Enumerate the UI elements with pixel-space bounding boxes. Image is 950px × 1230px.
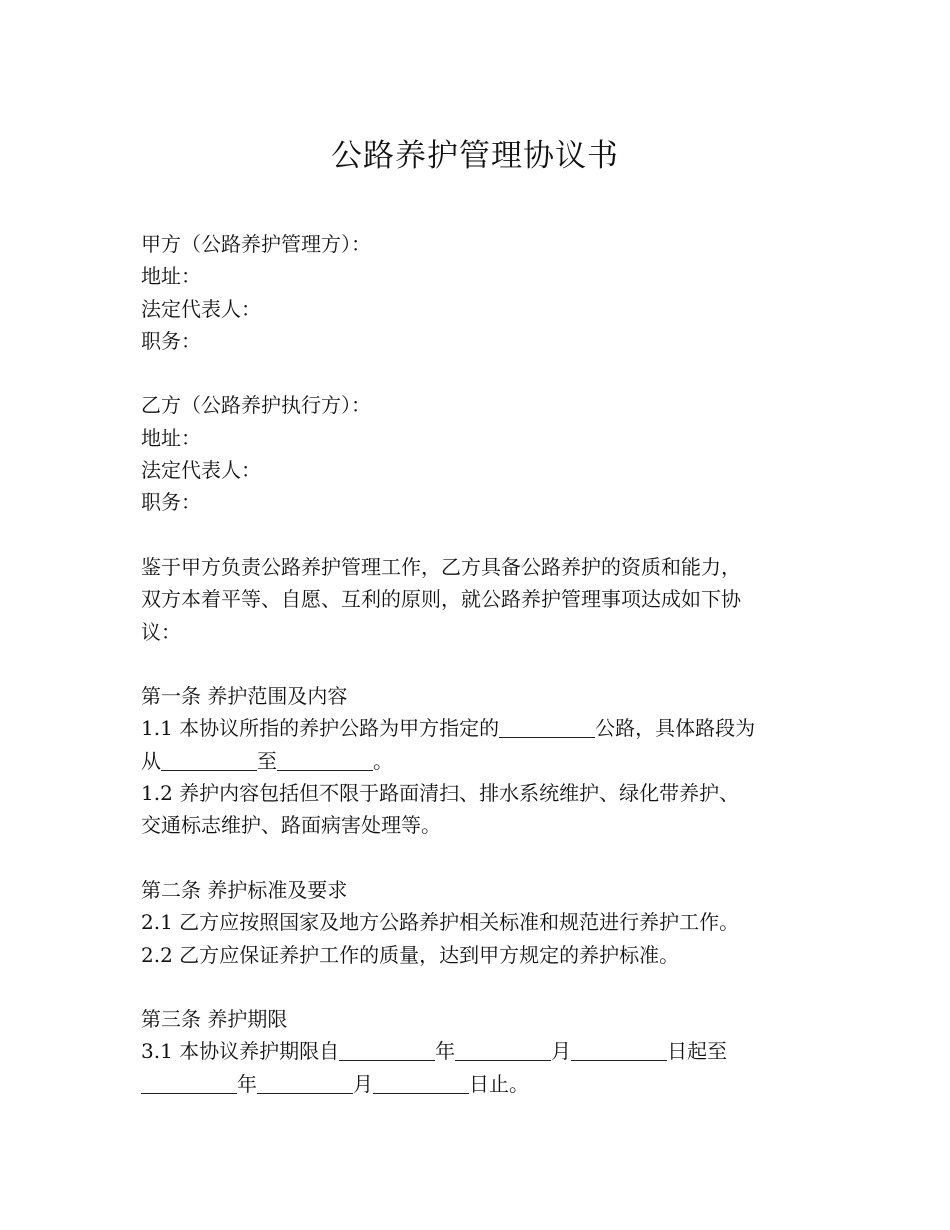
day-end-label: 日止。 [469, 1071, 529, 1096]
party-a-address: 地址： [141, 264, 201, 289]
clause-1-1-prefix: 1.1 本协议所指的养护公路为甲方指定的 [141, 716, 500, 741]
clause-1-2-line-1: 1.2 养护内容包括但不限于路面清扫、排水系统维护、绿化带养护、 [141, 781, 740, 806]
fill-blank-section-start[interactable] [161, 750, 257, 771]
fill-blank-road-name[interactable] [499, 717, 595, 738]
spacer [141, 648, 821, 680]
fill-blank-section-end[interactable] [277, 750, 373, 771]
clause-1-1-end: 。 [373, 748, 393, 773]
spacer [141, 971, 821, 1003]
fill-blank-start-month[interactable] [455, 1040, 551, 1061]
spacer [141, 842, 821, 874]
article-1-heading: 第一条 养护范围及内容 [141, 684, 348, 709]
fill-blank-end-year[interactable] [141, 1073, 237, 1094]
clause-1-1-from: 从 [141, 748, 161, 773]
month-label: 月 [551, 1039, 572, 1064]
party-b-legal-rep: 法定代表人： [141, 458, 261, 483]
clause-3-1-line-2 [141, 1068, 821, 1100]
clause-2-1: 2.1 乙方应按照国家及地方公路养护相关标准和规范进行养护工作。 [141, 910, 740, 935]
fill-blank-end-month[interactable] [257, 1073, 353, 1094]
document-body [141, 228, 821, 1100]
fill-blank-end-day[interactable] [373, 1073, 469, 1094]
clause-3-1-line-1 [141, 1035, 821, 1067]
clause-3-1-prefix: 3.1 本协议养护期限自 [141, 1039, 340, 1064]
fill-blank-start-day[interactable] [571, 1040, 667, 1061]
year-label: 年 [435, 1039, 456, 1064]
preamble-line-2: 双方本着平等、自愿、互利的原则，就公路养护管理事项达成如下协 [141, 587, 741, 612]
clause-2-2: 2.2 乙方应保证养护工作的质量，达到甲方规定的养护标准。 [141, 942, 680, 967]
party-b-position: 职务： [141, 490, 201, 515]
party-b-heading: 乙方（公路养护执行方）： [141, 393, 371, 418]
month-label: 月 [353, 1071, 373, 1096]
party-a-heading: 甲方（公路养护管理方）： [141, 232, 371, 256]
document-title: 公路养护管理协议书 [331, 138, 619, 174]
clause-1-1-to: 至 [257, 748, 277, 773]
preamble-line-3: 议： [141, 619, 181, 644]
article-2-heading: 第二条 养护标准及要求 [141, 877, 348, 902]
day-start-label: 日起至 [667, 1039, 728, 1064]
spacer [141, 519, 821, 551]
preamble-line-1: 鉴于甲方负责公路养护管理工作，乙方具备公路养护的资质和能力， [141, 554, 741, 579]
clause-1-2-line-2: 交通标志维护、路面病害处理等。 [141, 813, 441, 838]
clause-1-1-line-1 [141, 712, 821, 744]
spacer [141, 357, 821, 389]
year-label: 年 [237, 1071, 257, 1096]
article-3-heading: 第三条 养护期限 [141, 1007, 288, 1032]
party-a-position: 职务： [141, 328, 201, 353]
party-b-address: 地址： [141, 425, 201, 450]
party-a-legal-rep: 法定代表人： [141, 296, 261, 321]
clause-1-1-suffix: 公路，具体路段为 [595, 716, 756, 741]
fill-blank-start-year[interactable] [339, 1040, 435, 1061]
clause-1-1-line-2 [141, 745, 821, 777]
